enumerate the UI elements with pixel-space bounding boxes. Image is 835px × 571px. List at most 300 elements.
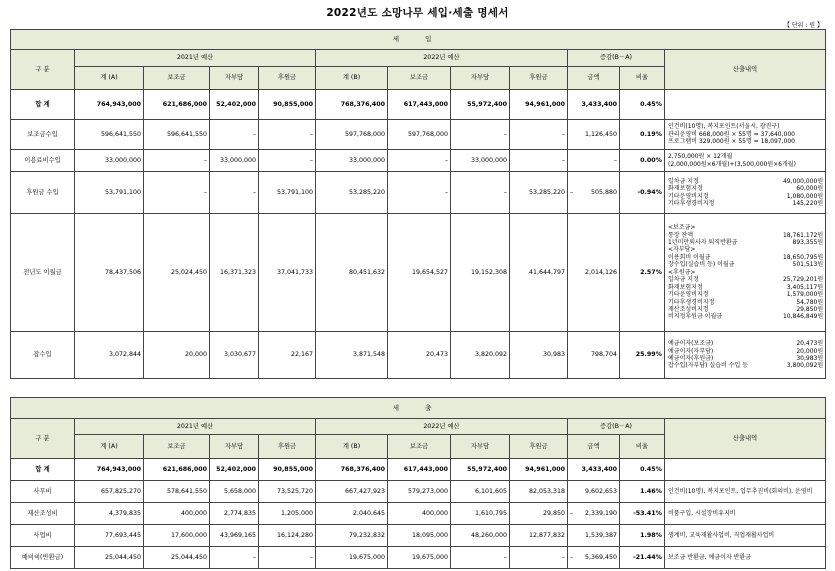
amount-cell (259, 150, 316, 172)
amount-cell (316, 481, 388, 503)
amount-cell (316, 525, 388, 547)
calc-note (665, 459, 826, 481)
cell-value: – (309, 130, 313, 138)
calc-note (665, 150, 826, 172)
header-2021: 2021년 예산 (75, 419, 316, 435)
amount-cell (451, 481, 510, 503)
calc-item-label: 예금이자(후원금) (668, 355, 714, 362)
calc-item-value: 20,000원 (796, 347, 824, 355)
amount-cell (510, 150, 568, 172)
section-title: 세 입 (11, 30, 826, 50)
cell-value: 5,369,450 (584, 553, 617, 561)
cell-value: 12,877,832 (528, 531, 565, 539)
cell-value: 2,014,126 (584, 268, 617, 276)
amount-cell (75, 547, 144, 569)
calc-item-label: 통장 잔액 (668, 231, 694, 239)
amount-cell (388, 332, 451, 379)
cell-value: 19,152,308 (470, 268, 507, 276)
cell-value: 3,030,677 (223, 351, 256, 359)
calc-item-label: 비지정후원금 이월금 (668, 313, 723, 321)
amount-cell (451, 459, 510, 481)
calc-item-label: 예금이자(자부담) (668, 347, 714, 355)
cell-value: 20,000 (184, 351, 207, 359)
amount-cell (568, 459, 620, 481)
amount-cell (316, 503, 388, 525)
row-label: 전년도 이월금 (11, 214, 75, 332)
calc-note (665, 525, 826, 547)
row-label: 이용료비수입 (11, 150, 75, 172)
cell-value: 77,693,445 (104, 531, 141, 539)
cell-value: 0.45% (640, 100, 662, 108)
calc-note-text: 인건비(10명), 복지포인트, 업무추진비(회의비), 운영비 (668, 487, 813, 495)
table-row (11, 481, 826, 503)
calc-item-label: 장수입(실습비 등) 이월금 (668, 261, 735, 269)
calc-item-value: 3,800,092원 (786, 362, 824, 370)
cell-value: 4,379,835 (108, 509, 141, 517)
cell-value: 667,427,923 (344, 487, 385, 495)
calc-note (665, 120, 826, 150)
cell-value: 0.45% (640, 465, 662, 473)
calc-note-text: 보조금 반환금, 예금이자 반환금 (668, 553, 751, 561)
cell-value: – (503, 130, 507, 138)
cell-value: 1.98% (640, 531, 662, 539)
cell-value: 18,095,000 (411, 531, 448, 539)
calc-note-text: 2,750,000원 × 12개월 (2,000,000원×6개월)+(3,500,000원×6개월) (668, 152, 796, 168)
table-row (11, 150, 826, 172)
ratio-cell (620, 459, 665, 481)
amount-cell (75, 459, 144, 481)
amount-cell (451, 547, 510, 569)
amount-cell (568, 332, 620, 379)
calc-note (665, 214, 826, 332)
amount-cell (388, 503, 451, 525)
cell-value: – (309, 553, 313, 561)
row-label: 보조금수입 (11, 120, 75, 150)
header-subsidy: 보조금 (388, 435, 451, 459)
minus-sign: – (570, 553, 574, 561)
cell-value: 25,044,450 (104, 553, 141, 561)
calc-item-label: <자부담> (668, 246, 696, 254)
cell-value: 578,641,550 (166, 487, 207, 495)
table-row (11, 332, 826, 379)
section-header-row (11, 30, 826, 50)
amount-cell (388, 459, 451, 481)
cell-value: -0.94% (637, 188, 662, 196)
amount-cell (144, 120, 210, 150)
cell-value: 3,072,844 (108, 351, 141, 359)
cell-value: – (503, 553, 507, 561)
amount-cell (451, 172, 510, 214)
amount-cell (75, 332, 144, 379)
amount-cell (510, 172, 568, 214)
calc-item-label: 일차금 지정 (668, 276, 699, 284)
cell-value: 621,686,000 (162, 100, 207, 108)
amount-cell (451, 332, 510, 379)
cell-value: 6,101,605 (474, 487, 507, 495)
amount-cell (75, 525, 144, 547)
amount-cell (568, 481, 620, 503)
calc-item-value: 10,846,849원 (782, 313, 824, 321)
header-ratio: 비율 (620, 435, 665, 459)
cell-value: – (444, 156, 448, 164)
calc-item-value: 25,729,201원 (782, 276, 824, 284)
header-sumA: 계 (A) (75, 435, 144, 459)
header-gubun: 구 분 (11, 419, 75, 459)
header-subsidy: 보조금 (144, 435, 210, 459)
calc-item-label: 기타운영비지정 (668, 192, 709, 200)
cell-value: 17,600,000 (170, 531, 207, 539)
cell-value: 2,040,645 (352, 509, 385, 517)
cell-value: 55,972,400 (467, 465, 507, 473)
amount-cell (568, 120, 620, 150)
calc-item-label: <후원금> (668, 268, 696, 276)
amount-cell (75, 481, 144, 503)
header-gubun: 구 분 (11, 50, 75, 90)
amount-cell (259, 481, 316, 503)
amount-cell (316, 120, 388, 150)
calc-item-value: 60,000원 (796, 185, 824, 193)
amount-cell (144, 525, 210, 547)
calc-item-label: 예금이자(보조금) (668, 340, 714, 348)
header-row-1 (11, 50, 826, 67)
calc-item-label: 화재보험지정 (668, 283, 703, 291)
amount-cell (316, 172, 388, 214)
amount-cell (451, 503, 510, 525)
amount-cell (75, 172, 144, 214)
table-row (11, 172, 826, 214)
amount-cell (75, 120, 144, 150)
amount-cell (144, 332, 210, 379)
calc-item-value (783, 224, 823, 231)
amount-cell (451, 90, 510, 120)
amount-cell (568, 503, 620, 525)
amount-cell (75, 503, 144, 525)
cell-value: 25,024,450 (170, 268, 207, 276)
cell-value: 43,969,165 (219, 531, 256, 539)
amount-cell (210, 90, 259, 120)
cell-value: – (252, 188, 256, 196)
calc-note (665, 503, 826, 525)
amount-cell (510, 481, 568, 503)
table-row (11, 120, 826, 150)
cell-value: 20,473 (425, 351, 448, 359)
amount-cell (210, 214, 259, 332)
cell-value: 22,167 (290, 351, 313, 359)
amount-cell (510, 332, 568, 379)
row-label: 재산조성비 (11, 503, 75, 525)
calc-note-items (668, 340, 823, 370)
cell-value: 79,232,832 (348, 531, 385, 539)
amount-cell (144, 503, 210, 525)
header-amount: 금액 (568, 67, 620, 90)
cell-value: 25.99% (635, 351, 662, 359)
header-sumB: 계 (B) (316, 435, 388, 459)
ratio-cell (620, 525, 665, 547)
amount-cell (210, 172, 259, 214)
amount-cell (210, 481, 259, 503)
header-amount: 금액 (568, 435, 620, 459)
ratio-cell (620, 547, 665, 569)
amount-cell (259, 90, 316, 120)
amount-cell (144, 481, 210, 503)
calc-item-label: 이용회비 이월금 (668, 253, 711, 261)
cell-value: 596,641,550 (100, 130, 141, 138)
calc-note (665, 332, 826, 379)
amount-cell (210, 547, 259, 569)
row-label: 합 계 (11, 90, 75, 120)
calc-note (665, 481, 826, 503)
amount-cell (388, 172, 451, 214)
ratio-cell (620, 120, 665, 150)
calc-item-label: 일차금 지정 (668, 177, 699, 185)
cell-value: 94,961,000 (525, 100, 565, 108)
calc-note-text: 비품구입, 시설장비유지비 (668, 509, 736, 517)
cell-value: 37,041,733 (276, 268, 313, 276)
amount-cell (568, 150, 620, 172)
row-label: 합 계 (11, 459, 75, 481)
calc-item-label: 화재보험지정 (668, 185, 703, 193)
cell-value: 1.46% (640, 487, 662, 495)
calc-item-value: 29,850원 (796, 305, 824, 313)
header-sponsor: 후원금 (259, 67, 316, 90)
cell-value: 16,371,323 (219, 268, 256, 276)
cell-value: 617,443,000 (403, 465, 448, 473)
calc-note (665, 172, 826, 214)
table-row (11, 459, 826, 481)
header-2022: 2022년 예산 (316, 419, 568, 435)
section-title: 세 출 (11, 398, 826, 419)
amount-cell (568, 525, 620, 547)
amount-cell (259, 120, 316, 150)
amount-cell (388, 150, 451, 172)
amount-cell (259, 214, 316, 332)
amount-cell (316, 214, 388, 332)
amount-cell (451, 120, 510, 150)
calc-item-label: 재산조성비지정 (668, 305, 709, 313)
cell-value: – (503, 188, 507, 196)
cell-value: 53,285,220 (528, 188, 565, 196)
cell-value: 41,644,797 (528, 268, 565, 276)
cell-value: 19,654,527 (411, 268, 448, 276)
amount-cell (144, 172, 210, 214)
cell-value: 52,402,000 (216, 465, 256, 473)
ratio-cell (620, 90, 665, 120)
cell-value: 764,943,000 (96, 100, 141, 108)
amount-cell (144, 547, 210, 569)
ratio-cell (620, 481, 665, 503)
cell-value: 3,433,400 (581, 100, 617, 108)
ratio-cell (620, 150, 665, 172)
amount-cell (316, 547, 388, 569)
calc-note-text: 인건비(10명), 복지포인트(서울시, 광진구) 관리운영비 668,000원 × 55명 = 37,640,000 프로그램비 329,000원 × 55명 = 18,097,000 (668, 122, 795, 146)
unit-label: 【 단위 : 원 】 (783, 22, 823, 29)
amount-cell (144, 150, 210, 172)
cell-value: 617,443,000 (403, 100, 448, 108)
calc-item-label: 기타운영비지정 (668, 291, 709, 299)
amount-cell (388, 481, 451, 503)
header-2021: 2021년 예산 (75, 50, 316, 67)
cell-value: 16,124,280 (276, 531, 313, 539)
cell-value: 621,686,000 (162, 465, 207, 473)
cell-value: 505,880 (590, 188, 617, 196)
calc-item-value: 49,000,000원 (782, 177, 824, 185)
cell-value: 73,525,720 (276, 487, 313, 495)
cell-value: – (252, 553, 256, 561)
amount-cell (259, 503, 316, 525)
cell-value: 400,000 (421, 509, 448, 517)
table-row (11, 525, 826, 547)
cell-value: 657,825,270 (100, 487, 141, 495)
row-label: 사무비 (11, 481, 75, 503)
amount-cell (568, 90, 620, 120)
cell-value: 1,205,000 (280, 509, 313, 517)
calc-note-text: 생계비, 교육재활사업비, 직업재활사업비 (668, 531, 775, 539)
amount-cell (75, 214, 144, 332)
cell-value: 19,675,000 (348, 553, 385, 561)
amount-cell (144, 214, 210, 332)
cell-value: 80,451,632 (348, 268, 385, 276)
cell-value: 82,053,318 (528, 487, 565, 495)
header-subsidy: 보조금 (144, 67, 210, 90)
calc-item-label: 잡수입(자부담) 실습비 수입 등 (668, 362, 748, 370)
amount-cell (75, 150, 144, 172)
cell-value: -21.44% (633, 553, 662, 561)
amount-cell (316, 459, 388, 481)
amount-cell (259, 332, 316, 379)
calc-item-label: 기타후생경비지정 (668, 199, 715, 207)
cell-value: 53,791,100 (104, 188, 141, 196)
cell-value: 25,044,450 (170, 553, 207, 561)
cell-value: – (203, 156, 207, 164)
cell-value: 798,704 (590, 351, 617, 359)
amount-cell (451, 150, 510, 172)
cell-value: 2,774,835 (223, 509, 256, 517)
header-selfpay: 자부담 (210, 435, 259, 459)
calc-item-label: 1년미만퇴사자 퇴직반환금 (668, 239, 738, 247)
cell-value: 33,000,000 (348, 156, 385, 164)
row-label: 후원금 수입 (11, 172, 75, 214)
amount-cell (259, 547, 316, 569)
cell-value: 33,000,000 (470, 156, 507, 164)
amount-cell (316, 90, 388, 120)
amount-cell (388, 90, 451, 120)
amount-cell (510, 459, 568, 481)
cell-value: 0.00% (640, 156, 662, 164)
cell-value: 0.19% (640, 130, 662, 138)
cell-value: – (309, 156, 313, 164)
calc-item-label: <보조금> (668, 224, 696, 232)
header-subsidy: 보조금 (388, 67, 451, 90)
cell-value: 597,768,000 (344, 130, 385, 138)
calc-item-value: 54,780원 (796, 298, 824, 306)
cell-value: 3,871,548 (352, 351, 385, 359)
cell-value: – (561, 130, 565, 138)
cell-value: – (561, 553, 565, 561)
amount-cell (210, 503, 259, 525)
header-row-1 (11, 419, 826, 435)
amount-cell (510, 547, 568, 569)
header-2022: 2022년 예산 (316, 50, 568, 67)
amount-cell (510, 120, 568, 150)
amount-cell (210, 525, 259, 547)
cell-value: 19,675,000 (411, 553, 448, 561)
amount-cell (388, 525, 451, 547)
cell-value: 764,943,000 (96, 465, 141, 473)
calc-item-value: 145,220원 (792, 199, 824, 207)
amount-cell (259, 459, 316, 481)
table-row (11, 214, 826, 332)
ratio-cell (620, 172, 665, 214)
cell-value: 579,273,000 (407, 487, 448, 495)
cell-value: – (561, 156, 565, 164)
minus-sign: – (570, 509, 574, 517)
cell-value: 596,641,550 (166, 130, 207, 138)
amount-cell (144, 90, 210, 120)
calc-item-value: 30,983원 (796, 355, 824, 362)
amount-cell (510, 525, 568, 547)
cell-value: – (252, 130, 256, 138)
calc-item-value: 501,513원 (792, 261, 824, 269)
header-diff: 증감(B－A) (568, 419, 665, 435)
calc-item-value: 893,355원 (792, 239, 824, 247)
amount-cell (388, 547, 451, 569)
amount-cell (568, 547, 620, 569)
amount-cell (316, 332, 388, 379)
cell-value: 2.57% (640, 268, 662, 276)
amount-cell (451, 525, 510, 547)
cell-value: – (613, 156, 617, 164)
cell-value: – (203, 188, 207, 196)
cell-value: 90,855,000 (273, 465, 313, 473)
amount-cell (259, 172, 316, 214)
header-selfpay: 자부담 (451, 435, 510, 459)
cell-value: 33,000,000 (219, 156, 256, 164)
header-sponsor: 후원금 (259, 435, 316, 459)
cell-value: 33,000,000 (104, 156, 141, 164)
amount-cell (568, 172, 620, 214)
amount-cell (388, 214, 451, 332)
row-label: 사업비 (11, 525, 75, 547)
amount-cell (316, 150, 388, 172)
header-sponsor: 후원금 (510, 67, 568, 90)
cell-value: 2,339,190 (584, 509, 617, 517)
header-sumA: 계 (A) (75, 67, 144, 90)
amount-cell (510, 90, 568, 120)
cell-value: 1,539,387 (584, 531, 617, 539)
calc-item-value: 3,405,117원 (786, 283, 824, 291)
calc-item-value: 20,473원 (796, 340, 824, 348)
cell-value: 53,791,100 (276, 188, 313, 196)
cell-value: 9,602,653 (584, 487, 617, 495)
amount-cell (451, 214, 510, 332)
expense-table (10, 397, 826, 569)
cell-value: 3,820,092 (474, 351, 507, 359)
cell-value: 3,433,400 (581, 465, 617, 473)
income-table (10, 29, 826, 379)
cell-value: 768,376,400 (340, 465, 385, 473)
cell-value: 1,610,795 (474, 509, 507, 517)
cell-value: -53.41% (633, 509, 662, 517)
header-selfpay: 자부담 (210, 67, 259, 90)
header-ratio: 비율 (620, 67, 665, 90)
amount-cell (210, 150, 259, 172)
table-row (11, 90, 826, 120)
amount-cell (510, 503, 568, 525)
calc-item-label: 기타후생경비지정 (668, 298, 715, 306)
cell-value: 55,972,400 (467, 100, 507, 108)
header-sumB: 계 (B) (316, 67, 388, 90)
ratio-cell (620, 332, 665, 379)
